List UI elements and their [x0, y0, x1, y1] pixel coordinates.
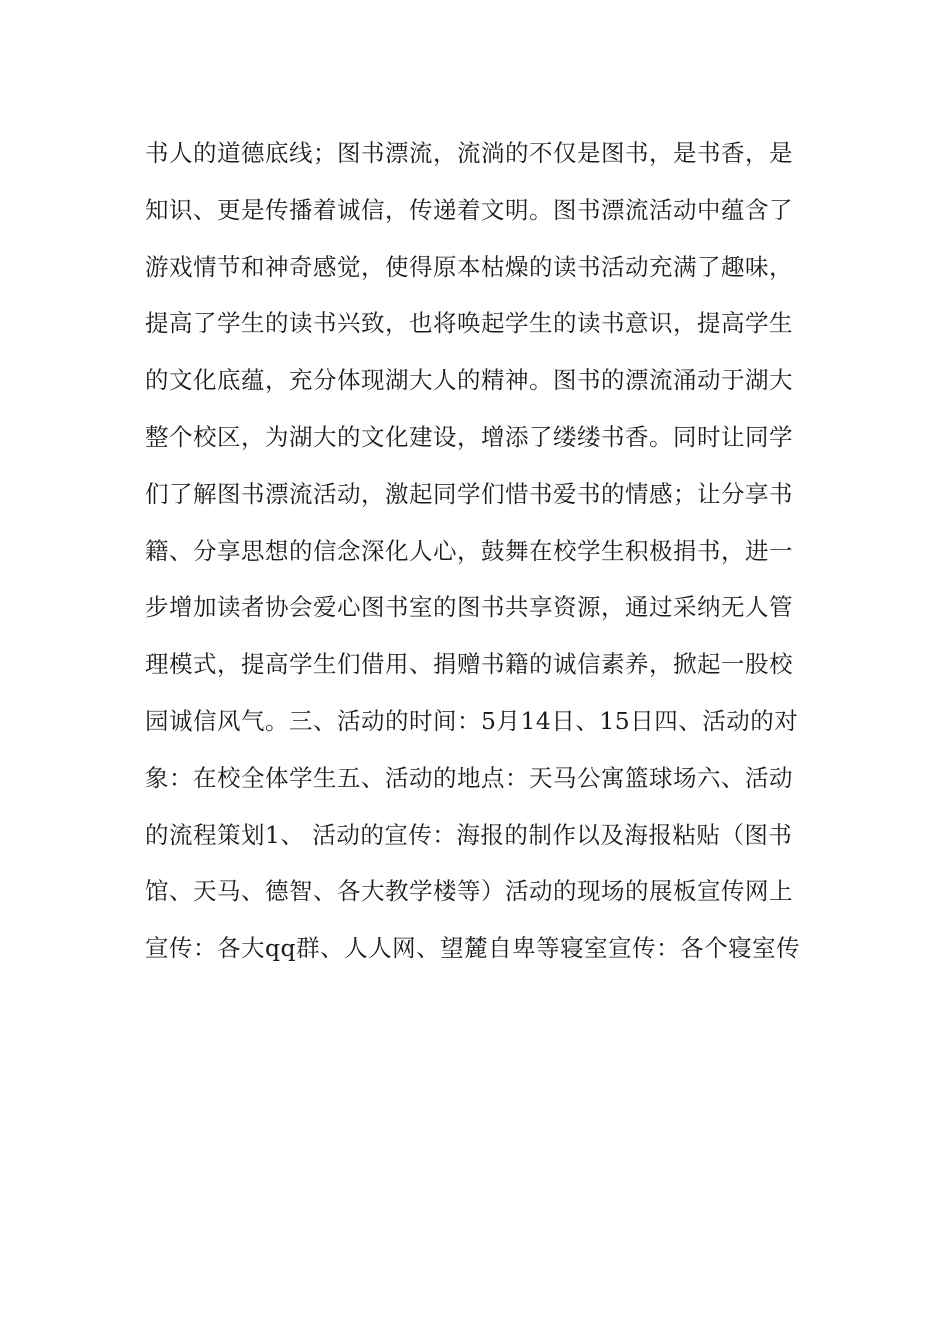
text-line: 提高了学生的读书兴致，也将唤起学生的读书意识，提高学生 — [145, 309, 793, 338]
text-line: 籍、分享思想的信念深化人心，鼓舞在校学生积极捐书，进一 — [145, 536, 793, 565]
text-line: 整个校区，为湖大的文化建设，增添了缕缕书香。同时让同学 — [145, 422, 793, 451]
text-line: 游戏情节和神奇感觉，使得原本枯燥的读书活动充满了趣味， — [145, 252, 793, 281]
text-line: 的流程策划1、 活动的宣传：海报的制作以及海报粘贴（图书 — [145, 820, 793, 849]
text-line: 象：在校全体学生五、活动的地点：天马公寓篮球场六、活动 — [145, 763, 793, 792]
text-line: 们了解图书漂流活动，激起同学们惜书爱书的情感；让分享书 — [145, 479, 793, 508]
text-line: 宣传：各大qq群、人人网、望麓自卑等寝室宣传：各个寝室传 — [145, 934, 801, 963]
text-line: 园诚信风气。三、活动的时间：5月14日、15日四、活动的对 — [145, 706, 799, 735]
text-line: 的文化底蕴，充分体现湖大人的精神。图书的漂流涌动于湖大 — [145, 366, 793, 395]
text-line: 知识、更是传播着诚信，传递着文明。图书漂流活动中蕴含了 — [145, 195, 793, 224]
text-line: 理模式，提高学生们借用、捐赠书籍的诚信素养，掀起一股校 — [145, 650, 793, 679]
text-line: 馆、天马、德智、各大教学楼等）活动的现场的展板宣传网上 — [145, 877, 793, 906]
text-line: 步增加读者协会爱心图书室的图书共享资源，通过采纳无人管 — [145, 593, 793, 622]
text-line: 书人的道德底线；图书漂流，流淌的不仅是图书，是书香，是 — [145, 139, 793, 167]
body-text — [145, 131, 825, 983]
